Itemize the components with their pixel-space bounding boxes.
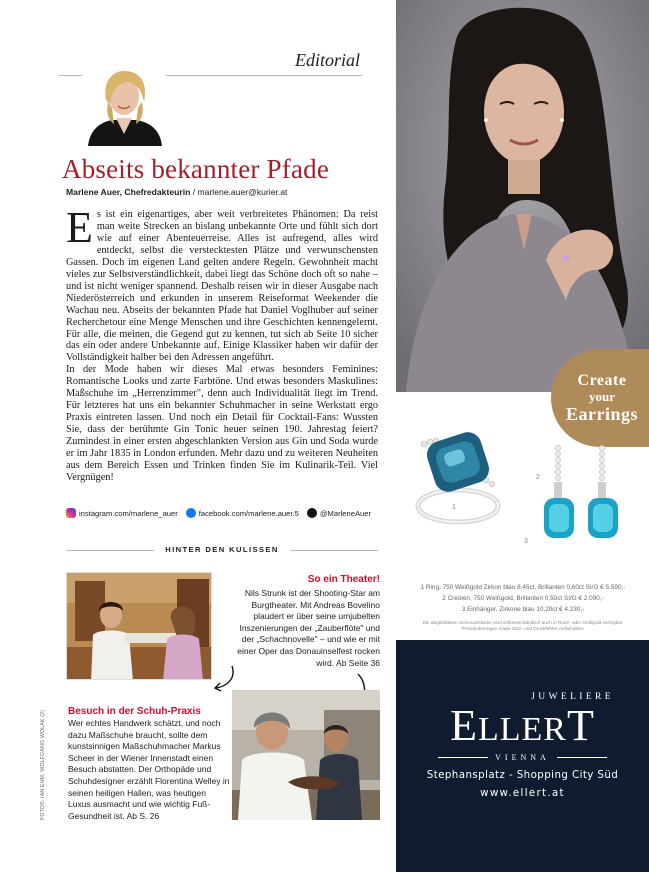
model-photo <box>396 0 649 392</box>
facebook-icon <box>186 508 196 518</box>
website-link[interactable]: www.ellert.at <box>480 787 565 799</box>
instagram-icon <box>66 508 76 518</box>
section-label: Editorial <box>294 50 360 70</box>
fine-print: Die abgebildeten Schmuckstücke sind selbstverständlich auch in Rosé- oder Gelbgold verfügbar. Preisänderungen sowie Satz- und Druckfehler vorbehalten. <box>422 620 624 632</box>
theater-caption-text: Nils Strunk ist der Shooting-Star am Burgtheater. Mit Andreas Bovelino plaudert er über seine umjubelten Inszenierungen der „Zauberflöte" und der „Schachnovelle" – und wie er mit einer Oper das Donauinselfest rocken wird. Ab Seite 36 <box>237 588 380 668</box>
byline-author: Marlene Auer, Chefredakteurin <box>66 187 191 197</box>
product-specs <box>404 582 642 615</box>
brand-logo <box>396 703 649 753</box>
facebook-handle: facebook.com/marlene.auer.5 <box>198 508 299 518</box>
spec-item-2: 2 Creolen, 750 Weißgold, Brillanten 0,50ct SI/G € 2.090,- <box>442 595 604 602</box>
shoe-caption-title: Besuch in der Schuh-Praxis <box>68 706 201 717</box>
x-handle: @MarleneAuer <box>319 508 371 518</box>
item-number-3: 3 <box>524 538 528 545</box>
brand-rule-right <box>557 757 607 758</box>
shoe-workshop-photo <box>232 690 380 820</box>
byline-separator: / <box>190 187 198 197</box>
x-icon <box>307 508 317 518</box>
heading-rule-right <box>290 550 378 551</box>
item-number-2: 2 <box>536 474 540 481</box>
brand-panel <box>396 640 649 872</box>
brand-letters-ller: LLER <box>478 711 567 748</box>
badge-line-1: Create <box>577 372 627 389</box>
facebook-link[interactable] <box>186 508 299 518</box>
x-link[interactable] <box>307 508 371 518</box>
earrings-icon <box>544 444 636 564</box>
badge-line-3: Earrings <box>565 404 638 424</box>
byline-email[interactable]: marlene.auer@kurier.at <box>197 187 288 197</box>
dropcap: E <box>66 203 93 252</box>
body-paragraph-2: In der Mode haben wir dieses Mal etwas besonders Feminines: Romantische Looks und zarte Farbtöne. Und etwas besonders Maskulines: Maßschuhe im „Herrenzimmer", denn auch Individualität liegt im Trend. Für letzteres hat uns ein bekannter Schuhmacher in seine Werkstatt ergo Praxis eintreten lassen. Und noch ein Detail für Cocktail-Fans: Wussten Sie, dass der berühmte Gin Tonic heuer seinen 190. Jahrestag feiert? Zumindest in einer ersten abgeschlankten Version aus Gin und Soda wurde er im Jahr 1835 in London erfunden. Mehr dazu und zu weiteren Neuheiten aus dem Bereich Essen und Trinken finden Sie im Kulinarik-Teil. Viel Vergnügen! <box>66 364 378 483</box>
instagram-link[interactable] <box>66 508 178 518</box>
badge-line-2: your <box>589 389 615 404</box>
editorial-body <box>66 203 378 484</box>
theater-photo <box>66 572 212 680</box>
instagram-handle: instagram.com/marlene_auer <box>79 508 178 518</box>
theater-caption-title: So ein Theater! <box>307 574 380 585</box>
behind-scenes-heading <box>66 545 378 559</box>
heading-text: HINTER DEN KULISSEN <box>165 545 279 554</box>
spec-item-3: 3 Einhänger, Zirkone blau 10,20ct € 4.230,- <box>461 606 585 613</box>
item-number-1: 1 <box>452 504 456 511</box>
brand-tagline-top: JUWELIERE <box>531 692 614 702</box>
byline <box>66 187 287 197</box>
heading-rule-left <box>66 550 154 551</box>
brand-tagline-bottom: VIENNA <box>495 753 550 762</box>
ellert-advertisement <box>396 0 649 872</box>
body-paragraph-1: s ist ein eigenartiges, aber weit verbreitetes Phänomen: Da reist man weite Strecken an bislang unbekannte Orte und fühlt sich dort wie auf einer Abenteuerreise. Alles ist aufregend, alles wird entdeckt, selbst die verstecktesten Plätze und verwunschensten Gassen. Doch im eigenen Land gelten andere Regeln. Gewohnheit macht vieles zur Selbstverständlichkeit, dabei liegt das Schöne doch oft so nahe – und ist nicht weniger spannend. Deshalb reisen wir in dieser Ausgabe nach Niederösterreich und erkunden in unserem Reiseformat Weekender die Wachau neu. Abseits der bekannten Pfade hat Daniel Voglhuber auf seiner Recherchetour eine Menge Menschen und ihre Geschichten kennengelernt. Für alle, die meinen, die Gegend gut zu kennen, tut sich ab Seite 10 sicher das ein oder andere Unbekannte auf. Einige Klassiker haben wir dafür der Vollständigkeit halber bei den Adressen angeführt. <box>66 209 378 364</box>
author-portrait <box>82 58 166 146</box>
brand-letter-e: E <box>450 701 478 750</box>
photo-credit: FOTOS: IAN EHM, WOLFGANG WOLAK (2) <box>40 709 46 820</box>
page-title: Abseits bekannter Pfade <box>62 154 330 184</box>
social-links <box>66 508 371 518</box>
shoe-caption-text: Wer echtes Handwerk schätzt, und noch dazu Maßschuhe braucht, sollte dem kunstsinnigen Maßschuhmacher Markus Scheer in der Wiener Innenstadt einen Besuch abstatten. Der Orthopäde und Schuhdesigner erzählt Florentina Welley in seinen heiligen Hallen, was heutigen Luxus ausmacht und wie wichtig Fuß-Gesundheit ist. Ab S. 26 <box>68 718 230 821</box>
store-locations: Stephansplatz - Shopping City Süd <box>426 769 619 781</box>
spec-item-1: 1 Ring, 750 Weißgold Zirkon blau 8,45ct, Brillanten 0,60ct SI/G € 5.590,- <box>420 584 626 591</box>
brand-letter-t: T <box>566 701 595 750</box>
jewelry-showcase <box>396 418 649 576</box>
